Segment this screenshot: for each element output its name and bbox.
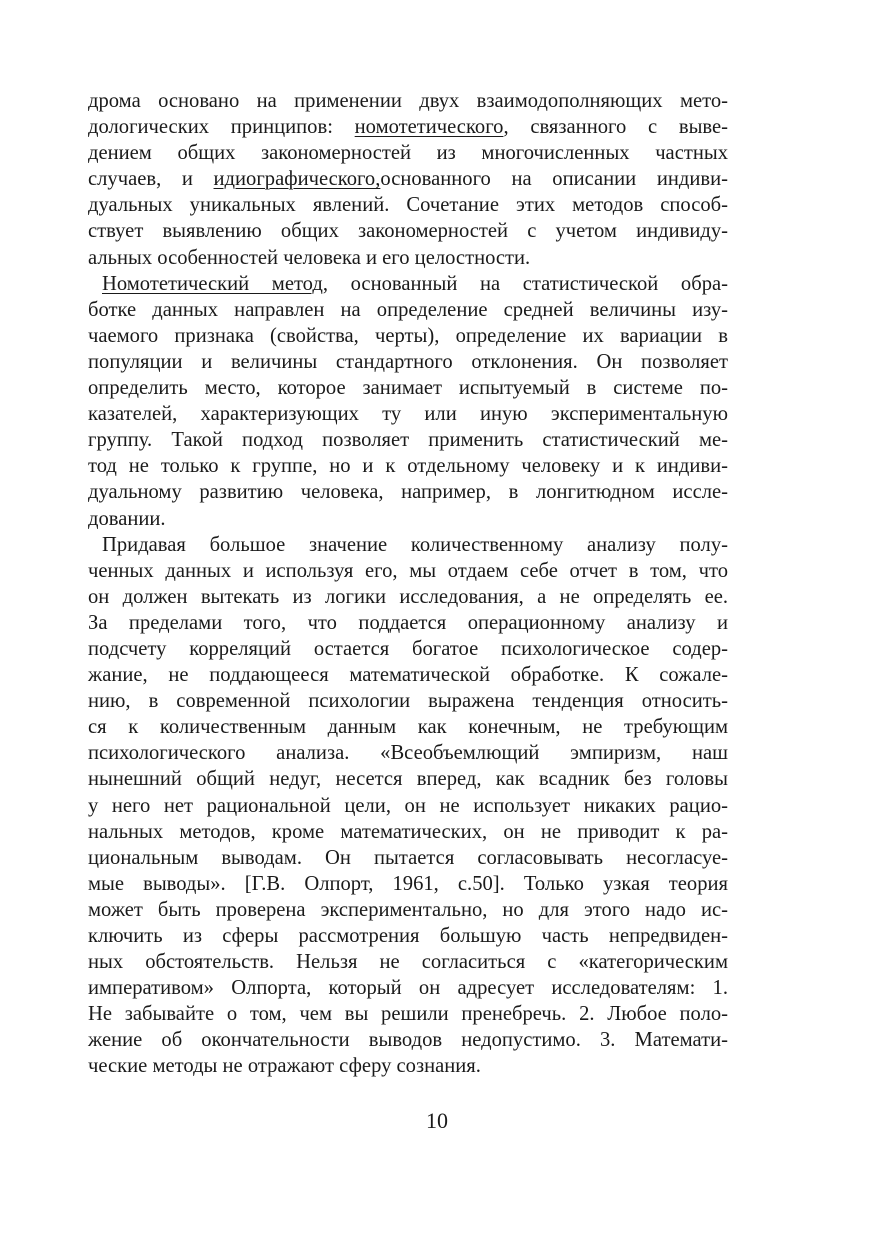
text-segment: альных особенностей человека и его целостности. xyxy=(88,246,531,269)
text-segment: Придавая большое значение количественному анализу полу- xyxy=(102,533,728,556)
text-line xyxy=(88,636,728,662)
text-segment: ся к количественным данным как конечным, не требующим xyxy=(88,716,728,739)
text-segment: ботке данных направлен на определение средней величины изу- xyxy=(88,298,728,321)
text-segment: тод не только к группе, но и к отдельному человеку и к индиви- xyxy=(88,455,728,478)
text-line xyxy=(88,923,728,949)
text-segment: ческие методы не отражают сферу сознания. xyxy=(88,1055,481,1078)
text-segment: группу. Такой подход позволяет применить статистический ме- xyxy=(88,429,728,452)
page-number: 10 xyxy=(426,1108,448,1133)
underlined-term: Номотетический метод xyxy=(102,272,323,295)
text-line xyxy=(88,1053,728,1079)
text-line xyxy=(88,218,728,244)
text-line xyxy=(88,506,728,532)
text-segment: ченных данных и используя его, мы отдаем себе отчет в том, что xyxy=(88,559,728,582)
text-segment: нынешний общий недуг, несется вперед, как всадник без головы xyxy=(88,768,728,791)
text-segment: дением общих закономерностей из многочисленных частных xyxy=(88,142,728,165)
underlined-term: номотетического xyxy=(354,116,504,139)
text-line xyxy=(88,375,728,401)
text-line xyxy=(88,714,728,740)
text-line xyxy=(88,688,728,714)
text-segment: психологического анализа. «Всеобъемлющий эмпиризм, наш xyxy=(88,742,728,765)
text-line xyxy=(88,271,728,297)
text-line xyxy=(88,88,728,114)
text-segment: ствует выявлению общих закономерностей с учетом индивиду- xyxy=(88,220,728,243)
text-line xyxy=(88,819,728,845)
text-line xyxy=(88,610,728,636)
text-line xyxy=(88,245,728,271)
text-segment: дуальному развитию человека, например, в лонгитюдном иссле- xyxy=(88,481,728,504)
text-line xyxy=(88,871,728,897)
text-line xyxy=(88,558,728,584)
text-segment: , основанный на статистической обра- xyxy=(322,272,728,295)
text-segment: у него нет рациональной цели, он не использует никаких рацио- xyxy=(88,794,728,817)
text-segment: нальных методов, кроме математических, он не приводит к ра- xyxy=(88,820,728,843)
text-segment: дуальных уникальных явлений. Сочетание этих методов способ- xyxy=(88,194,728,217)
text-line xyxy=(88,532,728,558)
text-segment: довании. xyxy=(88,507,166,530)
paragraph xyxy=(88,88,728,271)
text-line xyxy=(88,401,728,427)
underlined-term: идиографического, xyxy=(213,168,381,191)
text-line xyxy=(88,192,728,218)
text-line xyxy=(88,479,728,505)
text-line xyxy=(88,897,728,923)
text-segment: жение об окончательности выводов недопустимо. 3. Математи- xyxy=(88,1029,728,1052)
text-segment: , связанного с выве- xyxy=(503,116,729,139)
text-line xyxy=(88,166,728,192)
text-line xyxy=(88,349,728,375)
text-line xyxy=(88,323,728,349)
text-line xyxy=(88,453,728,479)
text-line xyxy=(88,114,728,140)
text-segment: Не забывайте о том, чем вы решили пренебречь. 2. Любое поло- xyxy=(88,1003,728,1026)
text-segment: дрома основано на применении двух взаимодополняющих мето- xyxy=(88,90,728,112)
paragraph xyxy=(88,532,728,1080)
text-segment: нию, в современной психологии выражена тенденция относить- xyxy=(88,690,728,713)
text-segment: определить место, которое занимает испытуемый в системе по- xyxy=(88,377,728,400)
text-segment: ключить из сферы рассмотрения большую часть непредвиден- xyxy=(88,925,728,947)
text-line xyxy=(88,845,728,871)
text-line xyxy=(88,793,728,819)
text-line xyxy=(88,297,728,323)
text-segment: дологических принципов: xyxy=(88,116,355,139)
page-body-text xyxy=(88,88,728,1080)
text-line xyxy=(88,975,728,1001)
text-segment: может быть проверена экспериментально, но для этого надо ис- xyxy=(88,898,728,921)
text-segment: циональным выводам. Он пытается согласовывать несогласуе- xyxy=(88,846,728,869)
text-segment: случаев, и xyxy=(88,168,214,191)
text-segment: подсчету корреляций остается богатое психологическое содер- xyxy=(88,637,728,660)
text-segment: жание, не поддающееся математической обработке. К сожале- xyxy=(88,664,728,687)
paragraph xyxy=(88,271,728,532)
text-line xyxy=(88,740,728,766)
text-segment: мые выводы». [Г.В. Олпорт, 1961, с.50]. Только узкая теория xyxy=(88,872,728,895)
text-segment: популяции и величины стандартного отклонения. Он позволяет xyxy=(88,350,728,373)
text-line xyxy=(88,1001,728,1027)
text-segment: чаемого признака (свойства, черты), определение их вариации в xyxy=(88,324,728,347)
text-segment: ных обстоятельств. Нельзя не согласиться с «категорическим xyxy=(88,951,728,974)
text-segment: императивом» Олпорта, который он адресует исследователям: 1. xyxy=(88,977,728,1000)
text-segment: За пределами того, что поддается операционному анализу и xyxy=(88,611,728,634)
text-segment: он должен вытекать из логики исследования, а не определять ее. xyxy=(88,585,728,608)
text-line xyxy=(88,140,728,166)
text-segment: основанного на описании индиви- xyxy=(380,168,728,191)
text-line xyxy=(88,949,728,975)
text-segment: казателей, характеризующих ту или иную экспериментальную xyxy=(88,403,728,426)
text-line xyxy=(88,1027,728,1053)
text-line xyxy=(88,427,728,453)
text-line xyxy=(88,584,728,610)
text-line xyxy=(88,766,728,792)
text-line xyxy=(88,662,728,688)
